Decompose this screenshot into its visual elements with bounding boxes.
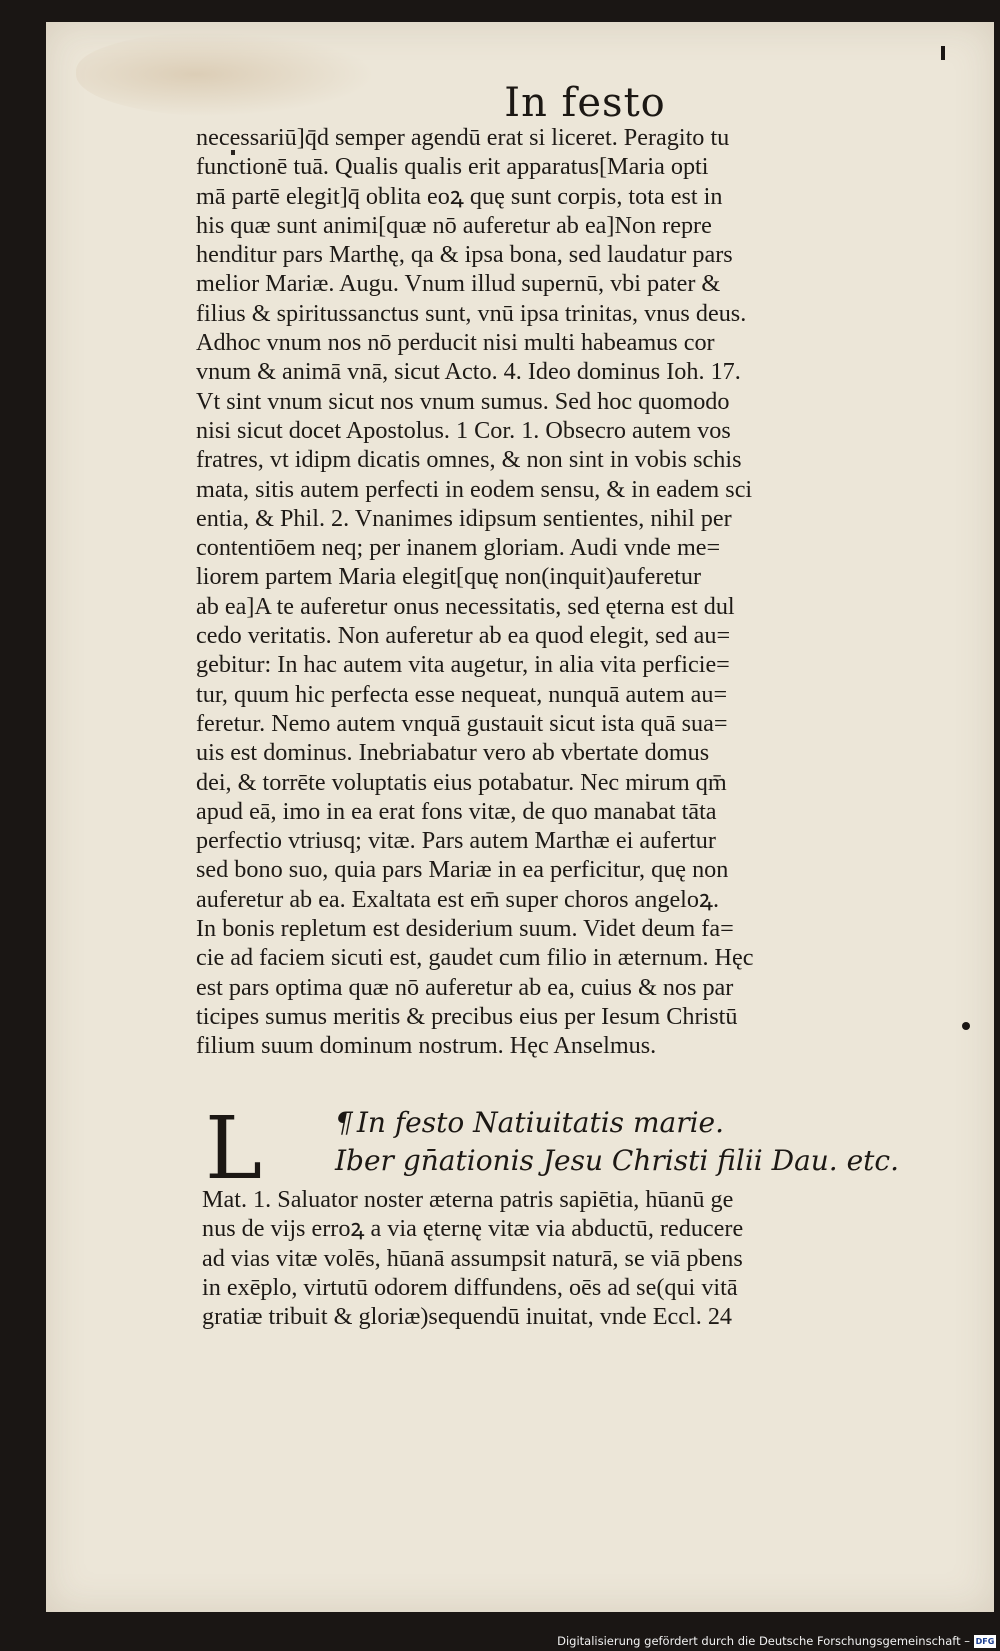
second-text-block xyxy=(202,1185,928,1331)
text-line: est pars optima quæ nō auferetur ab ea, cuius & nos par xyxy=(196,973,734,1001)
text-line: mā partē elegit]q̄ oblita eoꝝ quę sunt corpis, tota est in xyxy=(196,182,723,210)
text-line: ab ea]A te auferetur onus necessitatis, sed ęterna est dul xyxy=(196,592,735,620)
text-line: vnum & animā vnā, sicut Acto. 4. Ideo dominus Ioh. 17. xyxy=(196,358,741,386)
text-line: henditur pars Marthę, qa & ipsa bona, sed laudatur pars xyxy=(196,241,733,269)
section-subtitle: Iber gn̄ationis Jesu Christi filii Dau. etc. xyxy=(335,1144,900,1177)
main-text-block xyxy=(196,123,922,1061)
initial-letter: L xyxy=(205,1099,263,1199)
text-line: filium suum dominum nostrum. Hęc Anselmus. xyxy=(196,1032,657,1060)
text-line: gratiæ tribuit & gloriæ)sequendū inuitat, vnde Eccl. 24 xyxy=(202,1303,733,1331)
text-line: contentiōem neq; per inanem gloriam. Audi vnde me= xyxy=(196,534,721,562)
text-line: Adhoc vnum nos nō perducit nisi multi habeamus cor xyxy=(196,329,715,357)
section-title xyxy=(335,1106,724,1140)
running-title: In festo xyxy=(504,80,666,126)
text-line: Mat. 1. Saluator noster æterna patris sapiētia, hūanū ge xyxy=(202,1186,734,1213)
text-line: apud eā, imo in ea erat fons vitæ, de quo manabat tāta xyxy=(196,797,717,825)
text-line: filius & spiritussanctus sunt, vnū ipsa trinitas, vnus deus. xyxy=(196,299,747,327)
text-line: Vt sint vnum sicut nos vnum sumus. Sed hoc quomodo xyxy=(196,387,730,415)
text-line: his quæ sunt animi[quæ nō auferetur ab ea]Non repre xyxy=(196,211,712,239)
text-line: cie ad faciem sicuti est, gaudet cum filio in æternum. Hęc xyxy=(196,944,754,972)
text-line: ad vias vitæ volēs, hūanā assumpsit naturā, se viā pbens xyxy=(202,1244,743,1272)
text-line: cedo veritatis. Non auferetur ab ea quod elegit, sed au= xyxy=(196,622,731,650)
text-line: tur, quum hic perfecta esse nequeat, nunquā autem au= xyxy=(196,680,728,708)
text-line: liorem partem Maria elegit[quę non(inquit)auferetur xyxy=(196,563,702,591)
text-line: entia, & Phil. 2. Vnanimes idipsum sentientes, nihil per xyxy=(196,504,732,532)
text-line: In bonis repletum est desiderium suum. Videt deum fa= xyxy=(196,915,734,943)
initial-capital xyxy=(205,1099,265,1199)
text-line: necessariū]q̄d semper agendū erat si liceret. Peragito tu xyxy=(196,124,730,151)
text-line: ticipes sumus meritis & precibus eius per Iesum Christū xyxy=(196,1002,738,1030)
text-line: feretur. Nemo autem vnquā gustauit sicut ista quā sua= xyxy=(196,709,728,737)
page-corner-mark xyxy=(941,46,945,60)
text-line: nus de vijs erroꝝ a via ęternę vitæ via abductū, reducere xyxy=(202,1215,744,1243)
section-title-text: In festo Natiuitatis marie. xyxy=(356,1106,724,1139)
text-line: melior Mariæ. Augu. Vnum illud supernū, vbi pater & xyxy=(196,270,721,298)
text-line: perfectio vtriusq; vitæ. Pars autem Marthæ ei aufertur xyxy=(196,827,716,855)
paragraph-mark-icon: ¶ xyxy=(335,1106,353,1139)
text-line: gebitur: In hac autem vita augetur, in alia vita perficie= xyxy=(196,651,730,679)
text-line: auferetur ab ea. Exaltata est em̄ super choros angeloꝝ. xyxy=(196,885,720,913)
dfg-logo: DFG xyxy=(975,1637,995,1646)
text-line: in exēplo, virtutū odorem diffundens, oēs ad se(qui vitā xyxy=(202,1273,738,1301)
text-line: sed bono suo, quia pars Mariæ in ea perficitur, quę non xyxy=(196,856,729,884)
margin-dot xyxy=(962,1022,970,1030)
funding-credit: Digitalisierung gefördert durch die Deutsche Forschungsgemeinschaft – xyxy=(557,1634,970,1648)
text-line: functionē tuā. Qualis qualis erit apparatus[Maria opti xyxy=(196,153,709,181)
footer-bar xyxy=(0,1632,1000,1651)
text-line: fratres, vt idipm dicatis omnes, & non sint in vobis schis xyxy=(196,446,742,474)
text-line: uis est dominus. Inebriabatur vero ab vbertate domus xyxy=(196,739,710,767)
text-line: dei, & torrēte voluptatis eius potabatur. Nec mirum qm̄ xyxy=(196,768,727,796)
text-line: nisi sicut docet Apostolus. 1 Cor. 1. Obsecro autem vos xyxy=(196,416,731,444)
text-line: mata, sitis autem perfecti in eodem sensu, & in eadem sci xyxy=(196,475,753,503)
